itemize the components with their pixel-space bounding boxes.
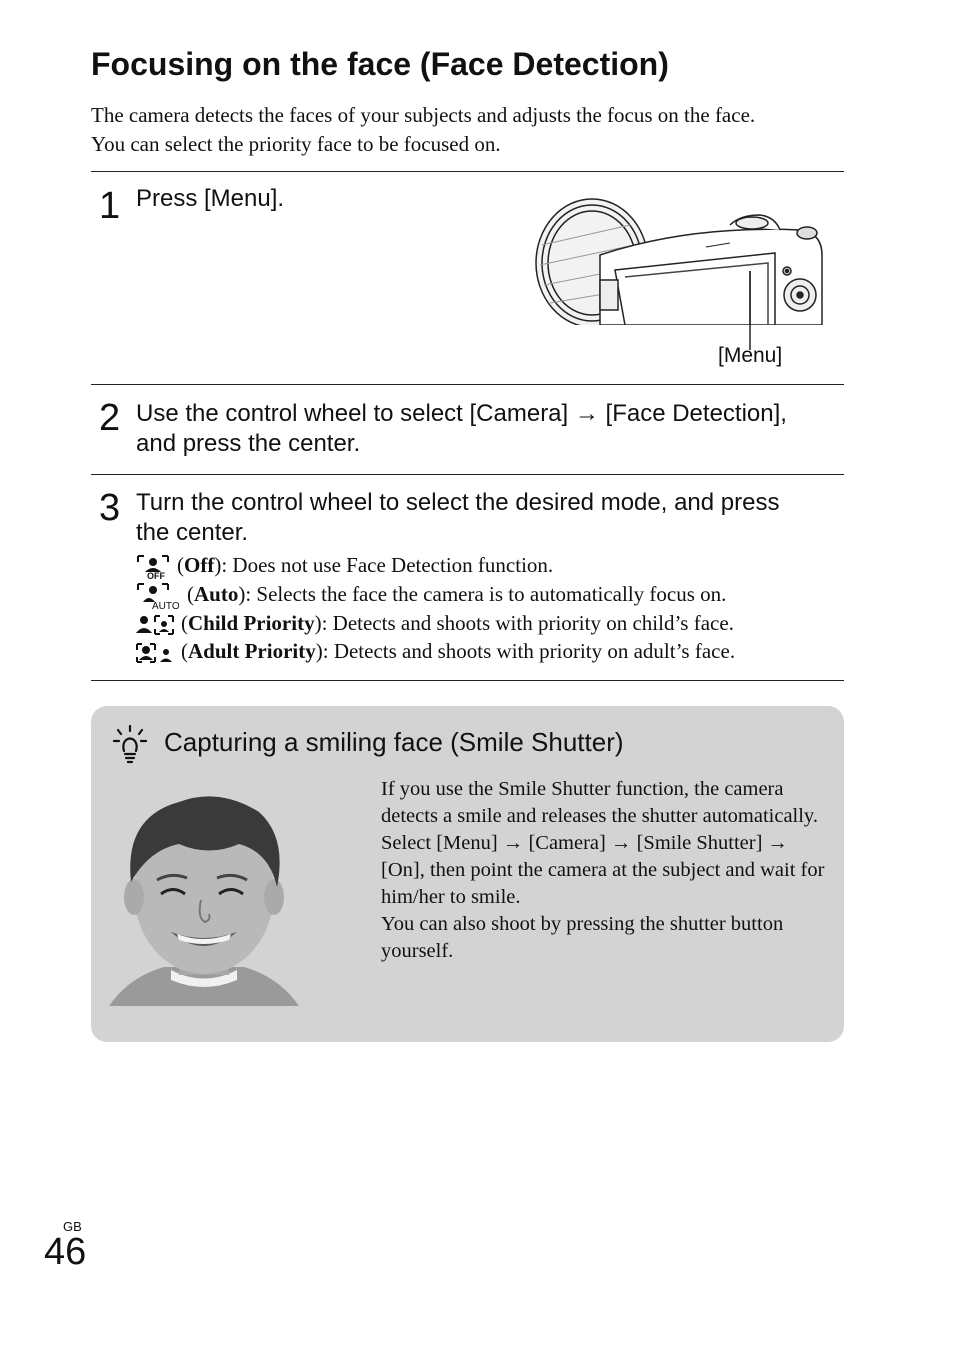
hint-body <box>381 776 831 965</box>
region-code: GB <box>63 1219 82 1234</box>
svg-text:OFF: OFF <box>147 571 165 581</box>
camera-illustration <box>530 185 830 375</box>
mode-adult-priority: (Adult Priority): Detects and shoots with priority on adult’s face. <box>135 637 735 665</box>
mode-adult-name: Adult Priority <box>188 639 316 663</box>
page-number: 46 <box>44 1231 87 1273</box>
step-2-text: Use the control wheel to select [Camera] → [Face Detection], and press the center. <box>136 400 787 457</box>
step-1-text: Press [Menu]. <box>136 185 285 212</box>
hint-lightbulb-icon <box>113 724 147 764</box>
mode-child-name: Child Priority <box>188 611 315 635</box>
intro-paragraph <box>91 101 851 159</box>
divider <box>91 171 844 172</box>
mode-auto-desc: : Selects the face the camera is to automatically focus on. <box>245 582 727 606</box>
face-detection-auto-icon <box>135 582 181 610</box>
step-1-number: 1 <box>99 185 121 227</box>
step-3-text: Turn the control wheel to select the desired mode, and press the center. <box>136 489 780 546</box>
face-detection-off-icon <box>135 554 171 580</box>
svg-text:AUTO: AUTO <box>152 601 180 611</box>
mode-auto: AUTO (Auto): Selects the face the camera is to automatically focus on. <box>135 580 726 610</box>
intro-line-2: You can select the priority face to be focused on. <box>91 132 501 156</box>
step-2-number: 2 <box>99 397 121 439</box>
mode-off-desc: : Does not use Face Detection function. <box>221 553 554 577</box>
divider <box>91 474 844 475</box>
divider <box>91 384 844 385</box>
hint-paragraph-2: Select [Menu] → [Camera] → [Smile Shutter] → [On], then point the camera at the subject and wait for him/her to smile. <box>381 832 825 908</box>
mode-child-desc: : Detects and shoots with priority on child’s face. <box>321 611 734 635</box>
adult-priority-icon <box>135 641 175 665</box>
page-title: Focusing on the face (Face Detection) <box>91 46 669 82</box>
hint-paragraph-1: If you use the Smile Shutter function, the camera detects a smile and releases the shutter automatically. <box>381 778 818 827</box>
menu-button-callout: [Menu] <box>718 344 783 367</box>
intro-line-1: The camera detects the faces of your subjects and adjusts the focus on the face. <box>91 103 756 127</box>
mode-auto-name: Auto <box>194 582 239 606</box>
hint-paragraph-3: You can also shoot by pressing the shutter button yourself. <box>381 913 784 962</box>
mode-off-name: Off <box>184 553 215 577</box>
child-priority-icon <box>135 613 175 637</box>
step-3-number: 3 <box>99 487 121 529</box>
hint-title: Capturing a smiling face (Smile Shutter) <box>164 727 624 757</box>
divider <box>91 680 844 681</box>
smiling-child-photo <box>109 782 299 1006</box>
hint-box <box>91 706 844 1042</box>
mode-child-priority: (Child Priority): Detects and shoots with priority on child’s face. <box>135 609 734 637</box>
mode-off: OFF (Off): Does not use Face Detection function. <box>135 551 553 580</box>
mode-adult-desc: : Detects and shoots with priority on adult’s face. <box>322 639 736 663</box>
